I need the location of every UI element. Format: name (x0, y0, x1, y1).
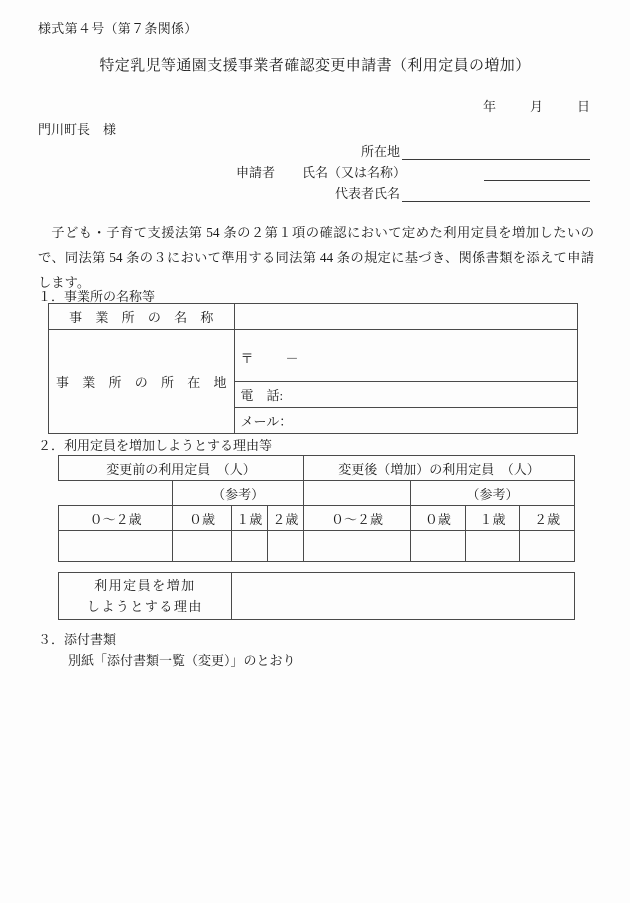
office-mail-cell[interactable] (234, 408, 577, 434)
date-month-label: 月 (529, 99, 543, 114)
office-tel-label: 電 話: (240, 388, 284, 403)
before-age1-value[interactable] (231, 531, 267, 562)
capacity-spacer-cell (59, 562, 575, 573)
capacity-after-reference-label: （参考） (411, 481, 575, 506)
table-row-age-headers (59, 506, 575, 531)
office-name-value[interactable] (234, 304, 577, 330)
date-day-label: 日 (576, 99, 590, 114)
capacity-after-blank (303, 481, 410, 506)
applicant-representative-line (236, 181, 590, 202)
applicant-representative-label: 代表者氏名 (334, 186, 400, 201)
applicant-name-line (236, 160, 590, 181)
before-age2-value[interactable] (267, 531, 303, 562)
section3-heading: ３．添付書類 (38, 632, 117, 647)
applicant-location-input[interactable] (402, 144, 590, 160)
after-age-total-value[interactable] (303, 531, 410, 562)
after-age1-value[interactable] (465, 531, 520, 562)
capacity-before-blank (59, 481, 173, 506)
table-row-capacity-headers (59, 456, 575, 481)
after-age2-value[interactable] (520, 531, 575, 562)
before-age0-value[interactable] (173, 531, 231, 562)
table-row-office-zip (49, 330, 578, 382)
before-age-total-label: ０〜２歳 (59, 506, 173, 531)
reason-label (59, 573, 232, 620)
capacity-after-header: 変更後（増加）の利用定員 （人） (303, 456, 574, 481)
before-age0-label: ０歳 (173, 506, 231, 531)
page-title: 特定乳児等通園支援事業者確認変更申請書（利用定員の増加） (99, 58, 531, 74)
applicant-name-input[interactable] (484, 165, 590, 181)
applicant-representative-input[interactable] (402, 186, 590, 202)
reason-value[interactable] (231, 573, 574, 620)
form-number: 様式第４号（第７条関係） (38, 21, 198, 36)
postal-mark-icon: 〒 (240, 351, 254, 366)
capacity-before-header: 変更前の利用定員 （人） (59, 456, 304, 481)
capacity-table (58, 455, 575, 620)
office-address-label: 事 業 所 の 所 在 地 (49, 330, 235, 434)
applicant-block (236, 139, 590, 202)
office-info-table (48, 303, 578, 434)
capacity-before-reference-label: （参考） (173, 481, 304, 506)
reason-label-line1: 利用定員を増加 (94, 578, 196, 593)
applicant-block-label: 申請者 (236, 165, 276, 180)
after-age0-value[interactable] (411, 531, 466, 562)
before-age2-label: ２歳 (267, 506, 303, 531)
table-row-office-name (49, 304, 578, 330)
table-row-spacer (59, 562, 575, 573)
date-year-label: 年 (482, 99, 496, 114)
office-zip-inner (241, 344, 577, 367)
section2-heading: ２．利用定員を増加しようとする理由等 (38, 438, 273, 453)
applicant-name-label: 氏名（又は名称） (302, 165, 407, 180)
section1-heading: １．事業所の名称等 (38, 289, 156, 304)
date-line (483, 96, 590, 115)
applicant-location-line (236, 139, 590, 160)
before-age1-label: １歳 (231, 506, 267, 531)
after-age0-label: ０歳 (411, 506, 466, 531)
table-row-capacity-values (59, 531, 575, 562)
after-age-total-label: ０〜２歳 (303, 506, 410, 531)
table-row-reference-headers (59, 481, 575, 506)
office-name-label: 事 業 所 の 名 称 (49, 304, 235, 330)
applicant-location-label: 所在地 (360, 144, 400, 159)
addressee: 門川町長 様 (38, 122, 117, 137)
office-mail-label: メール： (240, 414, 293, 429)
office-tel-cell[interactable] (234, 382, 577, 408)
office-zip-cell[interactable] (234, 330, 577, 382)
table-row-reason (59, 573, 575, 620)
section3-note: 別紙「添付書類一覧（変更）」のとおり (68, 653, 296, 668)
reason-label-line2: しようとする理由 (86, 599, 203, 614)
body-paragraph: 子ども・子育て支援法第 54 条の２第１項の確認において定めた利用定員を増加したいので、同法第 54 条の３において準用する同法第 44 条の規定に基づき、関係書類を添えて申請します。 (38, 225, 594, 290)
after-age1-label: １歳 (465, 506, 520, 531)
office-zip-dash: － (285, 351, 299, 366)
after-age2-label: ２歳 (520, 506, 575, 531)
before-age-total-value[interactable] (59, 531, 173, 562)
